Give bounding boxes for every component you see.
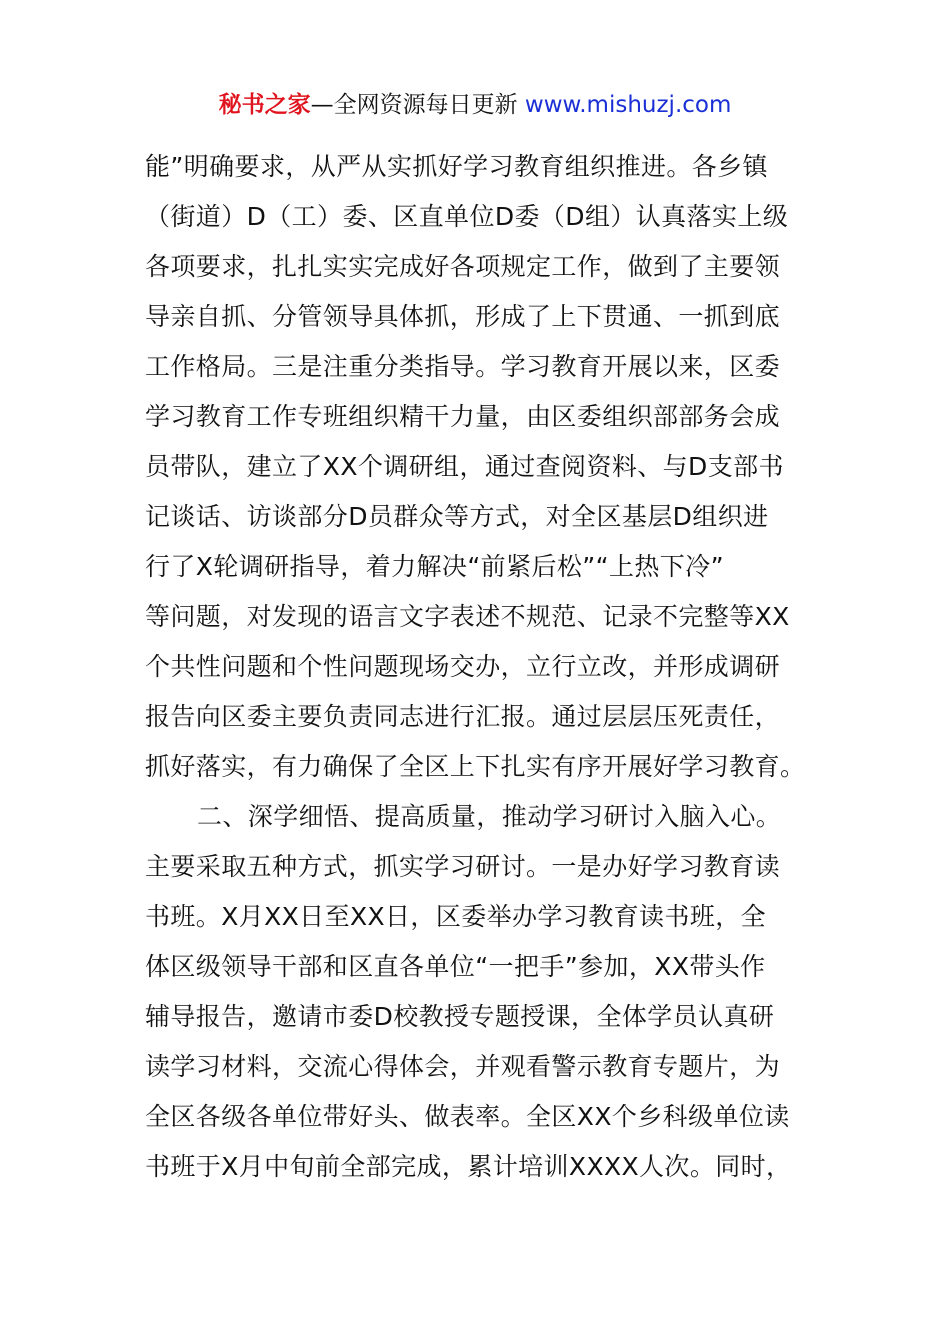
text-line: 全区各级各单位带好头、做表率。全区XX个乡科级单位读 bbox=[145, 1102, 790, 1131]
site-url-link[interactable]: www.mishuzj.com bbox=[524, 92, 732, 118]
text-line: 书班于X月中旬前全部完成，累计培训XXXX人次。同时， bbox=[145, 1152, 792, 1181]
document-body bbox=[145, 142, 825, 1192]
text-line: 书班。X月XX日至XX日，区委举办学习教育读书班，全 bbox=[145, 902, 767, 931]
text-line: 记谈话、访谈部分D员群众等方式，对全区基层D组织进 bbox=[145, 502, 769, 531]
text-line: 抓好落实，有力确保了全区上下扎实有序开展好学习教育。 bbox=[145, 752, 806, 781]
text-line: （街道）D（工）委、区直单位D委（D组）认真落实上级 bbox=[145, 202, 789, 231]
section-heading: 二、深学细悟、提高质量，推动学习研讨入脑入心。 bbox=[197, 802, 782, 831]
text-line: 个共性问题和个性问题现场交办，立行立改，并形成调研 bbox=[145, 652, 781, 681]
site-header bbox=[0, 88, 950, 122]
text-line: 体区级领导干部和区直各单位“一把手”参加，XX带头作 bbox=[145, 952, 766, 981]
text-line: 行了X轮调研指导，着力解决“前紧后松”“上热下冷” bbox=[145, 552, 724, 581]
text-line: 学习教育工作专班组织精干力量，由区委组织部部务会成 bbox=[145, 402, 781, 431]
text-line: 工作格局。三是注重分类指导。学习教育开展以来，区委 bbox=[145, 352, 781, 381]
site-tagline: —全网资源每日更新 bbox=[310, 92, 525, 118]
text-line: 员带队，建立了XX个调研组，通过查阅资料、与D支部书 bbox=[145, 452, 784, 481]
text-line: 报告向区委主要负责同志进行汇报。通过层层压死责任， bbox=[145, 702, 781, 731]
text-line: 辅导报告，邀请市委D校教授专题授课，全体学员认真研 bbox=[145, 1002, 775, 1031]
text-line: 各项要求，扎扎实实完成好各项规定工作，做到了主要领 bbox=[145, 252, 781, 281]
text-line: 读学习材料，交流心得体会，并观看警示教育专题片，为 bbox=[145, 1052, 781, 1081]
text-line: 能”明确要求，从严从实抓好学习教育组织推进。各乡镇 bbox=[145, 152, 768, 181]
text-line: 等问题，对发现的语言文字表述不规范、记录不完整等XX bbox=[145, 602, 790, 631]
site-brand: 秘书之家 bbox=[218, 92, 311, 118]
text-line: 导亲自抓、分管领导具体抓，形成了上下贯通、一抓到底 bbox=[145, 302, 781, 331]
text-line: 主要采取五种方式，抓实学习研讨。一是办好学习教育读 bbox=[145, 852, 781, 881]
